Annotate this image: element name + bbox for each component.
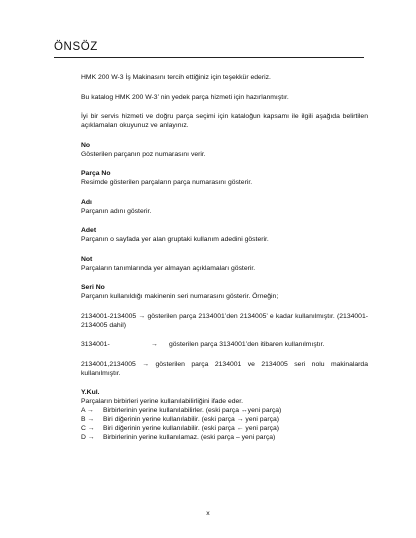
serial-example-list: 2134001,2134005 → gösterilen parça 2134001 ve 2134005 seri nolu makinalarda kullanılmıştır. xyxy=(81,360,368,377)
section-parca-no-title: Parça No xyxy=(81,170,111,177)
section-seri-no xyxy=(81,283,368,301)
intro-thanks: HMK 200 W-3 İş Makinasını tercih ettiğiniz için teşekkür ederiz. xyxy=(81,74,271,81)
section-ykul-title: Y.Kul. xyxy=(81,389,100,396)
serial-example-range: 2134001-2134005 → gösterilen parça 2134001’den 2134005’ e kadar kullanılmıştır. (2134001-2134005 dahil) xyxy=(81,312,368,329)
serial-example-from xyxy=(81,340,368,349)
serial-example-from-arrow: → xyxy=(151,341,158,348)
section-adi-text: Parçanın adını gösterir. xyxy=(81,207,152,215)
section-no-text: Gösterilen parçanın poz numarasını verir. xyxy=(81,150,206,158)
ykul-item-c-text: Biri diğerinin yerine kullanılabilir. (eski parça ← yeni parça) xyxy=(103,425,280,432)
section-adet-title: Adet xyxy=(81,227,97,234)
serial-example-from-serial: 3134001- xyxy=(81,341,110,348)
page-number: x xyxy=(206,510,210,517)
ykul-item-d xyxy=(81,433,368,442)
section-no xyxy=(81,141,368,159)
ykul-item-b-text: Biri diğerinin yerine kullanılabilir. (eski parça → yeni parça) xyxy=(103,416,280,423)
ykul-item-a xyxy=(81,406,368,415)
intro-purpose: Bu katalog HMK 200 W-3’ nin yedek parça hizmeti için hazırlanmıştır. xyxy=(81,93,289,101)
page-heading: ÖNSÖZ xyxy=(54,41,98,53)
section-ykul-intro: Parçaların birbirleri yerine kullanılabilirliğini ifade eder. xyxy=(81,398,244,405)
ykul-item-b-key: B → xyxy=(81,416,95,423)
ykul-item-c-key: C → xyxy=(81,425,95,432)
ykul-item-c xyxy=(81,424,368,433)
heading-rule xyxy=(54,57,364,58)
section-seri-no-text: Parçanın kullanıldığı makinenin seri numarasını gösterir. Örneğin; xyxy=(81,293,279,300)
section-not-title: Not xyxy=(81,255,93,263)
section-adet xyxy=(81,226,368,244)
ykul-item-a-key: A → xyxy=(81,407,94,414)
ykul-item-d-key: D → xyxy=(81,434,95,441)
preface-content xyxy=(81,73,368,442)
section-ykul xyxy=(81,388,368,442)
serial-example-from-text: gösterilen parça 3134001’den itibaren kullanılmıştır. xyxy=(169,341,325,348)
section-adi-title: Adı xyxy=(81,198,92,206)
section-adet-text: Parçanın o sayfada yer alan gruptaki kullanım adedini gösterir. xyxy=(81,236,269,243)
section-not xyxy=(81,255,368,273)
section-no-title: No xyxy=(81,141,91,149)
section-seri-no-title: Seri No xyxy=(81,284,105,291)
section-not-text: Parçaların tanımlarında yer almayan açıklamaları gösterir. xyxy=(81,264,256,272)
section-parca-no xyxy=(81,169,368,187)
intro-instructions: İyi bir servis hizmeti ve doğru parça seçimi için kataloğun kapsamı ile ilgili aşağıda belirtilen açıklamaları okuyunuz ve anlayınız. xyxy=(81,113,368,129)
section-adi xyxy=(81,198,368,216)
ykul-item-d-text: Birbirlerinin yerine kullanılamaz. (eski parça – yeni parça) xyxy=(103,434,276,441)
ykul-item-b xyxy=(81,415,368,424)
ykul-item-a-text: Birbirlerinin yerine kullanılabilirler. (eski parça ↔yeni parça) xyxy=(103,407,282,414)
section-parca-no-text: Resimde gösterilen parçaların parça numarasını gösterir. xyxy=(81,179,253,186)
